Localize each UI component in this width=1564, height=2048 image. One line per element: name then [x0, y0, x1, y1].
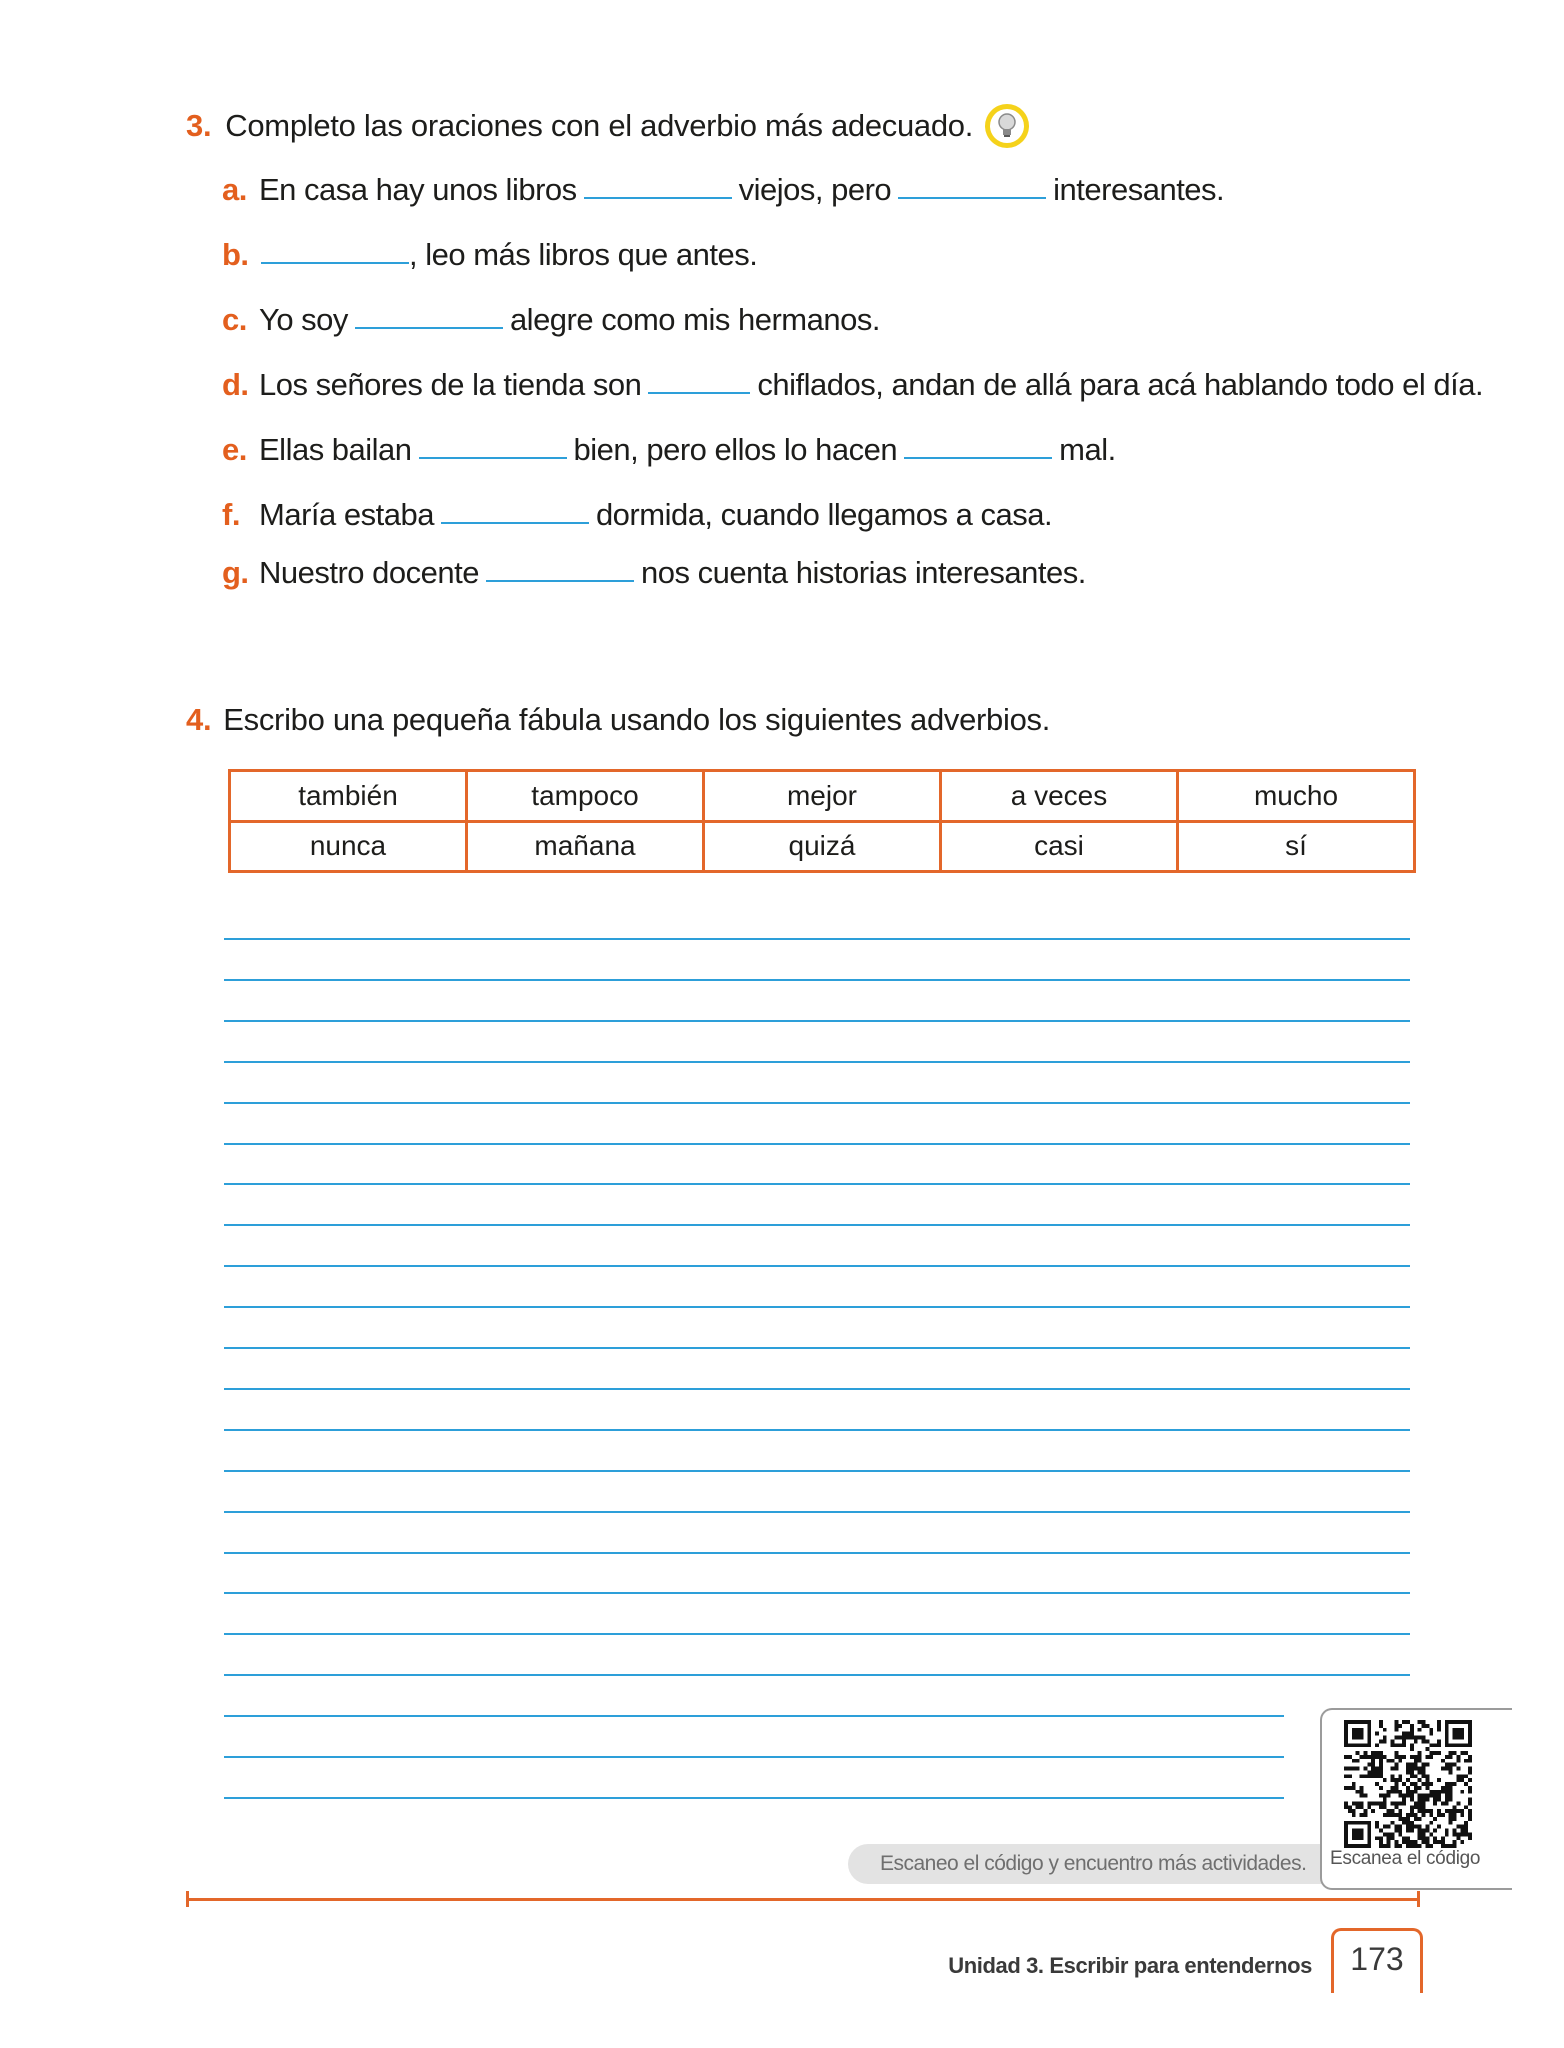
- exercise-3-title: [186, 104, 1029, 148]
- table-cell: mucho: [1178, 771, 1415, 822]
- sentence-text: mal.: [1059, 432, 1116, 467]
- exercise-instruction: Completo las oraciones con el adverbio más adecuado.: [225, 108, 974, 143]
- sentence-text: , leo más libros que antes.: [409, 237, 758, 272]
- item-letter: b.: [222, 237, 249, 272]
- writing-line[interactable]: [224, 1224, 1410, 1226]
- table-cell: mañana: [467, 821, 704, 872]
- writing-line[interactable]: [224, 1633, 1410, 1635]
- answer-blank[interactable]: [441, 521, 589, 524]
- scan-prompt: Escaneo el código y encuentro más actividades.: [848, 1844, 1328, 1884]
- sentence-text: María estaba: [259, 497, 434, 532]
- writing-line[interactable]: [224, 1388, 1410, 1390]
- footer-rule: [186, 1898, 1420, 1901]
- sentence-text: nos cuenta historias interesantes.: [640, 555, 1086, 590]
- table-cell: quizá: [704, 821, 941, 872]
- sentence-f: [222, 497, 1052, 533]
- sentence-text: bien, pero ellos lo hacen: [573, 432, 898, 467]
- writing-line[interactable]: [224, 1511, 1410, 1513]
- answer-blank[interactable]: [904, 456, 1052, 459]
- writing-line[interactable]: [224, 1592, 1410, 1594]
- writing-line[interactable]: [224, 1674, 1410, 1676]
- answer-blank[interactable]: [355, 326, 503, 329]
- footer-rule-tick: [1417, 1891, 1420, 1907]
- writing-line[interactable]: [224, 1183, 1410, 1185]
- sentence-text: alegre como mis hermanos.: [509, 302, 880, 337]
- qr-caption: Escanea el código: [1330, 1848, 1481, 1869]
- writing-line[interactable]: [224, 1429, 1410, 1431]
- writing-line[interactable]: [224, 1756, 1284, 1758]
- table-cell: a veces: [941, 771, 1178, 822]
- writing-line[interactable]: [224, 1061, 1410, 1063]
- answer-blank[interactable]: [584, 196, 732, 199]
- sentence-d: [222, 367, 1483, 403]
- table-row: [230, 771, 1415, 822]
- table-row: [230, 821, 1415, 872]
- sentence-text: En casa hay unos libros: [259, 172, 577, 207]
- item-letter: a.: [222, 172, 247, 207]
- item-letter: d.: [222, 367, 249, 402]
- table-cell: sí: [1178, 821, 1415, 872]
- writing-line[interactable]: [224, 1143, 1410, 1145]
- footer-rule-tick: [186, 1891, 189, 1907]
- answer-blank[interactable]: [648, 391, 750, 394]
- sentence-text: dormida, cuando llegamos a casa.: [595, 497, 1053, 532]
- writing-line[interactable]: [224, 1265, 1410, 1267]
- table-cell: mejor: [704, 771, 941, 822]
- writing-line[interactable]: [224, 938, 1410, 940]
- sentence-e: [222, 432, 1116, 468]
- table-cell: también: [230, 771, 467, 822]
- qr-code-icon[interactable]: [1342, 1720, 1474, 1848]
- answer-blank[interactable]: [419, 456, 567, 459]
- writing-line[interactable]: [224, 1102, 1410, 1104]
- sentence-a: [222, 172, 1224, 208]
- item-letter: f.: [222, 497, 240, 532]
- writing-line[interactable]: [224, 1306, 1410, 1308]
- page-number: 173: [1331, 1928, 1423, 1993]
- lightbulb-icon: [985, 104, 1029, 148]
- sentence-g: [222, 555, 1086, 591]
- sentence-b: [222, 237, 757, 273]
- writing-line[interactable]: [224, 1470, 1410, 1472]
- sentence-text: Los señores de la tienda son: [259, 367, 642, 402]
- item-letter: g.: [222, 555, 249, 590]
- sentence-text: chiflados, andan de allá para acá hablando todo el día.: [757, 367, 1484, 402]
- answer-blank[interactable]: [486, 579, 634, 582]
- writing-line[interactable]: [224, 1715, 1284, 1717]
- exercise-number: 4.: [186, 702, 212, 737]
- table-cell: casi: [941, 821, 1178, 872]
- sentence-text: viejos, pero: [738, 172, 892, 207]
- writing-line[interactable]: [224, 1347, 1410, 1349]
- table-cell: tampoco: [467, 771, 704, 822]
- adverbs-table: [228, 769, 1416, 873]
- writing-line[interactable]: [224, 1552, 1410, 1554]
- answer-blank[interactable]: [261, 261, 409, 264]
- item-letter: c.: [222, 302, 247, 337]
- sentence-c: [222, 302, 880, 338]
- sentence-text: Ellas bailan: [259, 432, 412, 467]
- writing-line[interactable]: [224, 1797, 1284, 1799]
- exercise-number: 3.: [186, 108, 212, 143]
- sentence-text: interesantes.: [1053, 172, 1225, 207]
- exercise-4-title: [186, 702, 1050, 738]
- unit-title: Unidad 3. Escribir para entendernos: [948, 1953, 1312, 1978]
- table-cell: nunca: [230, 821, 467, 872]
- answer-blank[interactable]: [898, 196, 1046, 199]
- sentence-text: Nuestro docente: [259, 555, 479, 590]
- exercise-instruction: Escribo una pequeña fábula usando los siguientes adverbios.: [223, 702, 1051, 737]
- sentence-text: Yo soy: [259, 302, 348, 337]
- qr-card[interactable]: [1320, 1708, 1512, 1890]
- writing-line[interactable]: [224, 979, 1410, 981]
- writing-line[interactable]: [224, 1020, 1410, 1022]
- item-letter: e.: [222, 432, 247, 467]
